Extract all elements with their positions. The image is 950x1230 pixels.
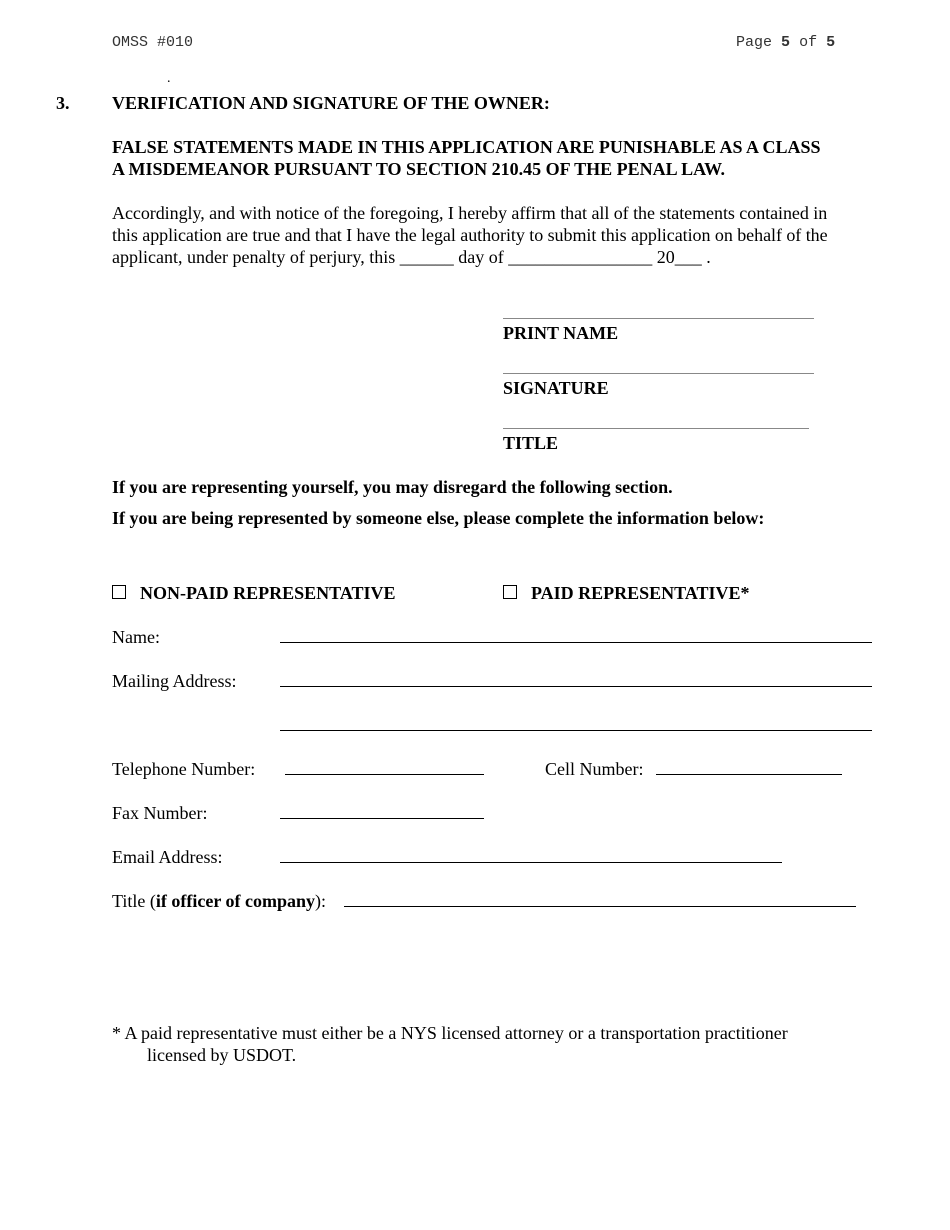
- signature-line[interactable]: [503, 373, 814, 374]
- page-of: of: [799, 34, 818, 51]
- telephone-label: Telephone Number:: [112, 759, 256, 779]
- non-paid-label: NON-PAID REPRESENTATIVE: [140, 583, 396, 603]
- cell-label: Cell Number:: [545, 759, 644, 779]
- non-paid-checkbox[interactable]: [112, 585, 126, 599]
- page-total: 5: [826, 34, 836, 51]
- footnote-line-1: * A paid representative must either be a NYS licensed attorney or a transportation practitioner: [112, 1023, 788, 1043]
- page-prefix: Page: [736, 34, 773, 51]
- fax-field[interactable]: [280, 818, 484, 819]
- officer-title-field[interactable]: [344, 906, 856, 907]
- section-number: 3.: [56, 93, 70, 113]
- affirm-line-3: applicant, under penalty of perjury, this ______ day of ________________ 20___ .: [112, 247, 711, 267]
- form-id: OMSS #010: [112, 34, 194, 51]
- paid-label: PAID REPRESENTATIVE*: [531, 583, 750, 603]
- paid-representative-option[interactable]: [503, 582, 750, 604]
- stray-dot: .: [167, 71, 171, 86]
- officer-title-bold: if officer of company: [155, 891, 315, 911]
- officer-title-suffix: ):: [315, 891, 326, 911]
- print-name-line[interactable]: [503, 318, 814, 319]
- warning-line-1: FALSE STATEMENTS MADE IN THIS APPLICATION ARE PUNISHABLE AS A CLASS: [112, 137, 821, 157]
- fax-label: Fax Number:: [112, 803, 208, 823]
- affirm-line-1: Accordingly, and with notice of the foregoing, I hereby affirm that all of the statements contained in: [112, 203, 828, 223]
- mailing-address-field-1[interactable]: [280, 686, 872, 687]
- paid-checkbox[interactable]: [503, 585, 517, 599]
- warning-line-2: A MISDEMEANOR PURSUANT TO SECTION 210.45 OF THE PENAL LAW.: [112, 159, 725, 179]
- telephone-field[interactable]: [285, 774, 484, 775]
- mailing-address-field-2[interactable]: [280, 730, 872, 731]
- self-representation-note: If you are representing yourself, you may disregard the following section.: [112, 477, 673, 497]
- officer-title-label: [112, 890, 326, 912]
- section-title: VERIFICATION AND SIGNATURE OF THE OWNER:: [112, 93, 550, 113]
- name-label: Name:: [112, 627, 160, 647]
- email-field[interactable]: [280, 862, 782, 863]
- officer-title-prefix: Title (: [112, 891, 156, 911]
- title-label: TITLE: [503, 433, 559, 453]
- affirm-line-2: this application are true and that I have the legal authority to submit this application on behalf of the: [112, 225, 828, 245]
- name-field[interactable]: [280, 642, 872, 643]
- signature-label: SIGNATURE: [503, 378, 609, 398]
- non-paid-representative-option[interactable]: [112, 582, 396, 604]
- print-name-label: PRINT NAME: [503, 323, 619, 343]
- mailing-address-label: Mailing Address:: [112, 671, 237, 691]
- cell-field[interactable]: [656, 774, 842, 775]
- represented-note: If you are being represented by someone else, please complete the information below:: [112, 508, 765, 528]
- page-indicator: [736, 34, 835, 51]
- footnote-line-2: licensed by USDOT.: [147, 1045, 297, 1065]
- page-current: 5: [781, 34, 791, 51]
- title-line[interactable]: [503, 428, 809, 429]
- email-label: Email Address:: [112, 847, 223, 867]
